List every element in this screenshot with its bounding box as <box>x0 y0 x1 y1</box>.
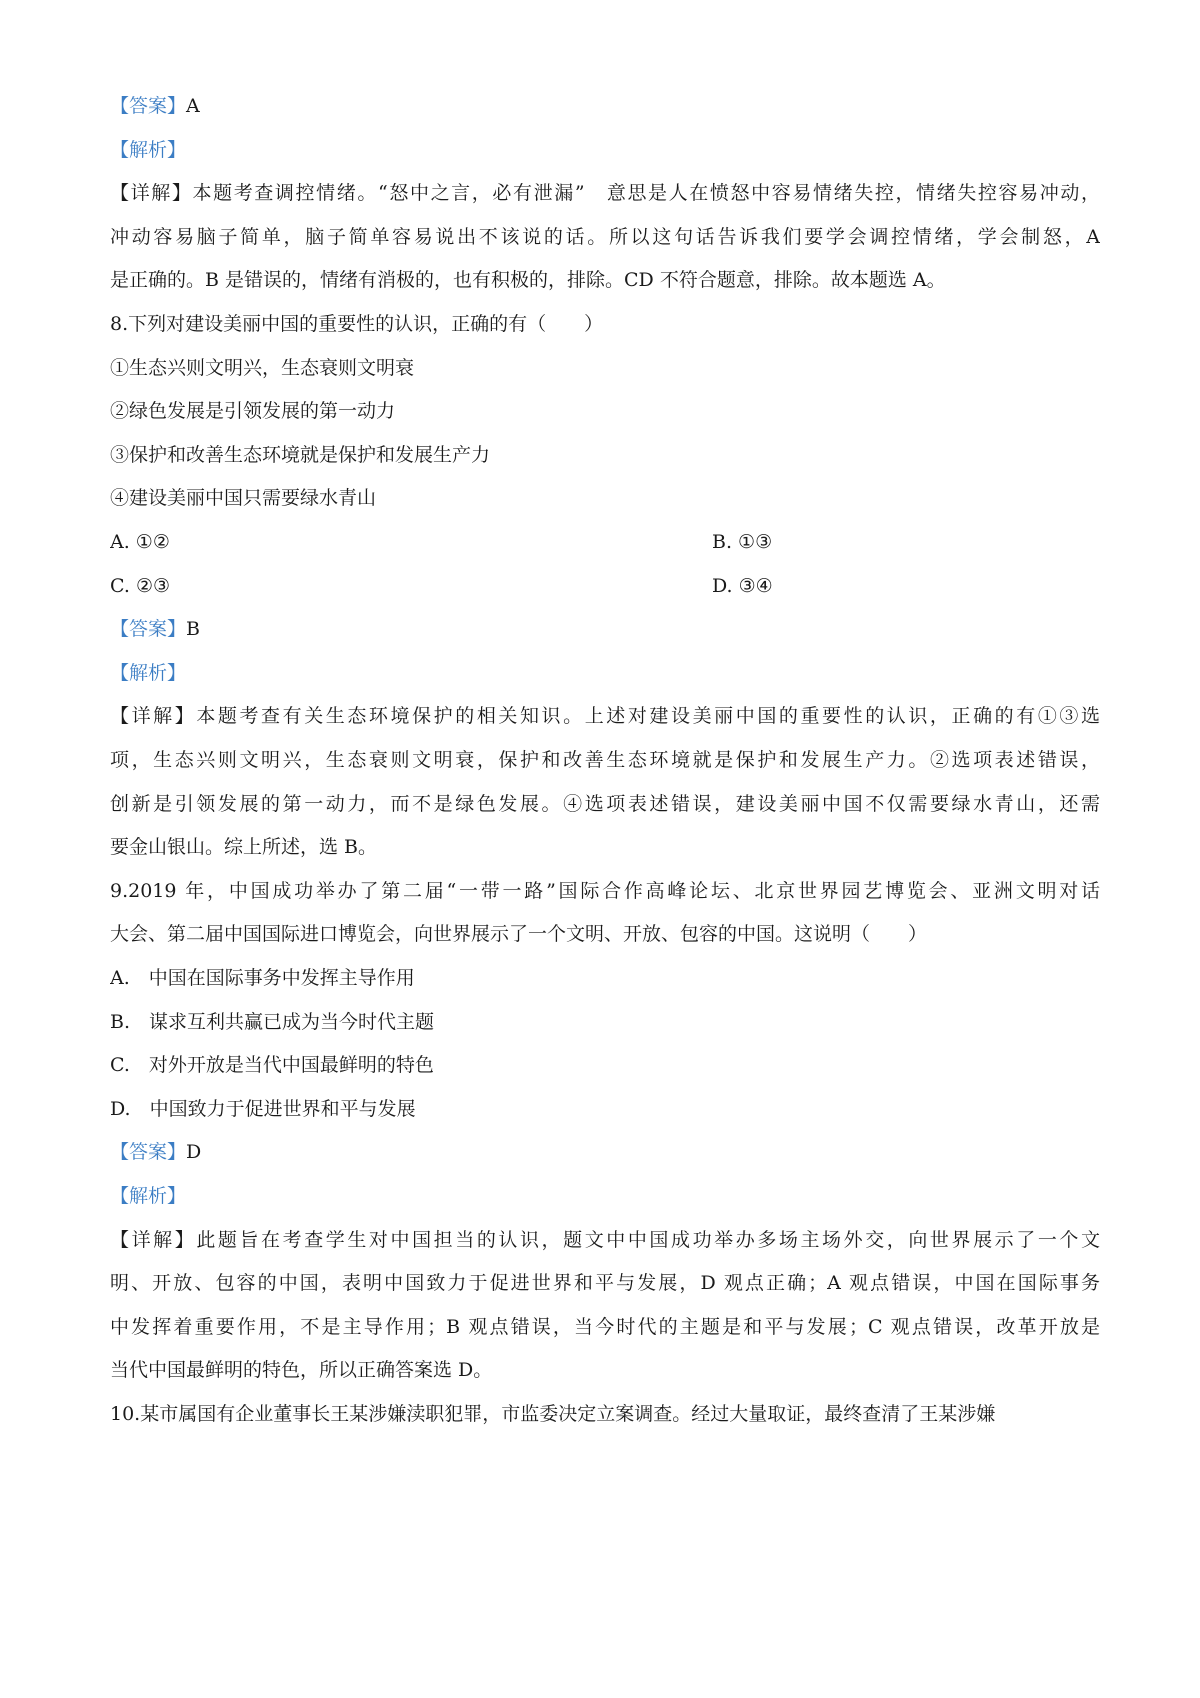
detail-text: 本题考查有关生态环境保护的相关知识。上述对建设美丽中国的重要性的认识，正确的有①③选 <box>196 705 1100 727</box>
answer-value: B <box>186 618 200 640</box>
detail-line <box>110 1228 1100 1252</box>
answer-line <box>110 1140 1100 1164</box>
statement-line <box>110 1010 1100 1034</box>
statement-line <box>110 966 1100 990</box>
detail-text: 要金山银山。综上所述，选 B。 <box>110 836 378 858</box>
option-left: A. ①② <box>110 531 170 553</box>
detail-text: 中发挥着重要作用，不是主导作用；B 观点错误，当今时代的主题是和平与发展；C 观点错误，改革开放是 <box>110 1316 1100 1338</box>
answer-value: D <box>186 1141 202 1163</box>
detail-text: 冲动容易脑子简单，脑子简单容易说出不该说的话。所以这句话告诉我们要学会调控情绪，学会制怒，A <box>110 226 1100 248</box>
statement-text: A. 中国在国际事务中发挥主导作用 <box>110 967 415 989</box>
answer-line <box>110 617 1100 641</box>
detail-line <box>110 1271 1100 1295</box>
statement-text: ①生态兴则文明兴，生态衰则文明衰 <box>110 357 415 379</box>
detail-line <box>110 1358 1100 1382</box>
detail-text: 此题旨在考查学生对中国担当的认识，题文中中国成功举办多场主场外交，向世界展示了一个文 <box>196 1229 1100 1251</box>
detail-text: 明、开放、包容的中国，表明中国致力于促进世界和平与发展，D 观点正确；A 观点错误，中国在国际事务 <box>110 1272 1100 1294</box>
detail-line <box>110 268 1100 292</box>
question-line <box>110 1402 1100 1426</box>
option-row <box>110 574 1100 598</box>
detail-line <box>110 748 1100 772</box>
answer-label: 【答案】 <box>110 618 187 640</box>
statement-text: ④建设美丽中国只需要绿水青山 <box>110 487 377 509</box>
detail-line <box>110 225 1100 249</box>
statement-text: B. 谋求互利共赢已成为当今时代主题 <box>110 1011 435 1033</box>
detail-text: 创新是引领发展的第一动力，而不是绿色发展。④选项表述错误，建设美丽中国不仅需要绿水青山，还需 <box>110 793 1100 815</box>
question-text: 8.下列对建设美丽中国的重要性的认识，正确的有（ ） <box>110 313 604 335</box>
statement-line <box>110 399 1100 423</box>
answer-line <box>110 94 1100 118</box>
detail-line <box>110 1315 1100 1339</box>
detail-text: 本题考查调控情绪。“怒中之言，必有泄漏” 意思是人在愤怒中容易情绪失控，情绪失控容易冲动， <box>192 182 1100 204</box>
analysis-label: 【解析】 <box>110 662 187 684</box>
statement-line <box>110 1053 1100 1077</box>
statement-text: D. 中国致力于促进世界和平与发展 <box>110 1098 416 1120</box>
detail-line <box>110 704 1100 728</box>
question-line <box>110 922 1100 946</box>
analysis-line <box>110 138 1100 162</box>
answer-label: 【答案】 <box>110 95 187 117</box>
answer-label: 【答案】 <box>110 1141 187 1163</box>
detail-text: 当代中国最鲜明的特色，所以正确答案选 D。 <box>110 1359 493 1381</box>
detail-label: 【详解】 <box>110 182 193 204</box>
analysis-line <box>110 661 1100 685</box>
detail-label: 【详解】 <box>110 1229 197 1251</box>
analysis-label: 【解析】 <box>110 1185 187 1207</box>
statement-text: C. 对外开放是当代中国最鲜明的特色 <box>110 1054 434 1076</box>
analysis-label: 【解析】 <box>110 139 187 161</box>
statement-line <box>110 356 1100 380</box>
analysis-line <box>110 1184 1100 1208</box>
detail-line <box>110 835 1100 859</box>
detail-line <box>110 792 1100 816</box>
question-text: 大会、第二届中国国际进口博览会，向世界展示了一个文明、开放、包容的中国。这说明（ ） <box>110 923 928 945</box>
detail-label: 【详解】 <box>110 705 197 727</box>
statement-text: ②绿色发展是引领发展的第一动力 <box>110 400 396 422</box>
detail-text: 项，生态兴则文明兴，生态衰则文明衰，保护和改善生态环境就是保护和发展生产力。②选项表述错误， <box>110 749 1100 771</box>
question-text: 10.某市属国有企业董事长王某涉嫌渎职犯罪，市监委决定立案调查。经过大量取证，最终查清了王某涉嫌 <box>110 1403 996 1425</box>
option-right: B. ①③ <box>712 531 773 553</box>
statement-text: ③保护和改善生态环境就是保护和发展生产力 <box>110 444 491 466</box>
question-line <box>110 879 1100 903</box>
statement-line <box>110 486 1100 510</box>
option-row <box>110 530 1100 554</box>
option-right: D. ③④ <box>712 575 773 597</box>
statement-line <box>110 443 1100 467</box>
answer-value: A <box>186 95 200 117</box>
option-left: C. ②③ <box>110 575 171 597</box>
detail-line <box>110 181 1100 205</box>
detail-text: 是正确的。B 是错误的，情绪有消极的，也有积极的，排除。CD 不符合题意，排除。故本题选 A。 <box>110 269 946 291</box>
question-line <box>110 312 1100 336</box>
question-text: 9.2019 年，中国成功举办了第二届“一带一路”国际合作高峰论坛、北京世界园艺博览会、亚洲文明对话 <box>110 880 1100 902</box>
statement-line <box>110 1097 1100 1121</box>
